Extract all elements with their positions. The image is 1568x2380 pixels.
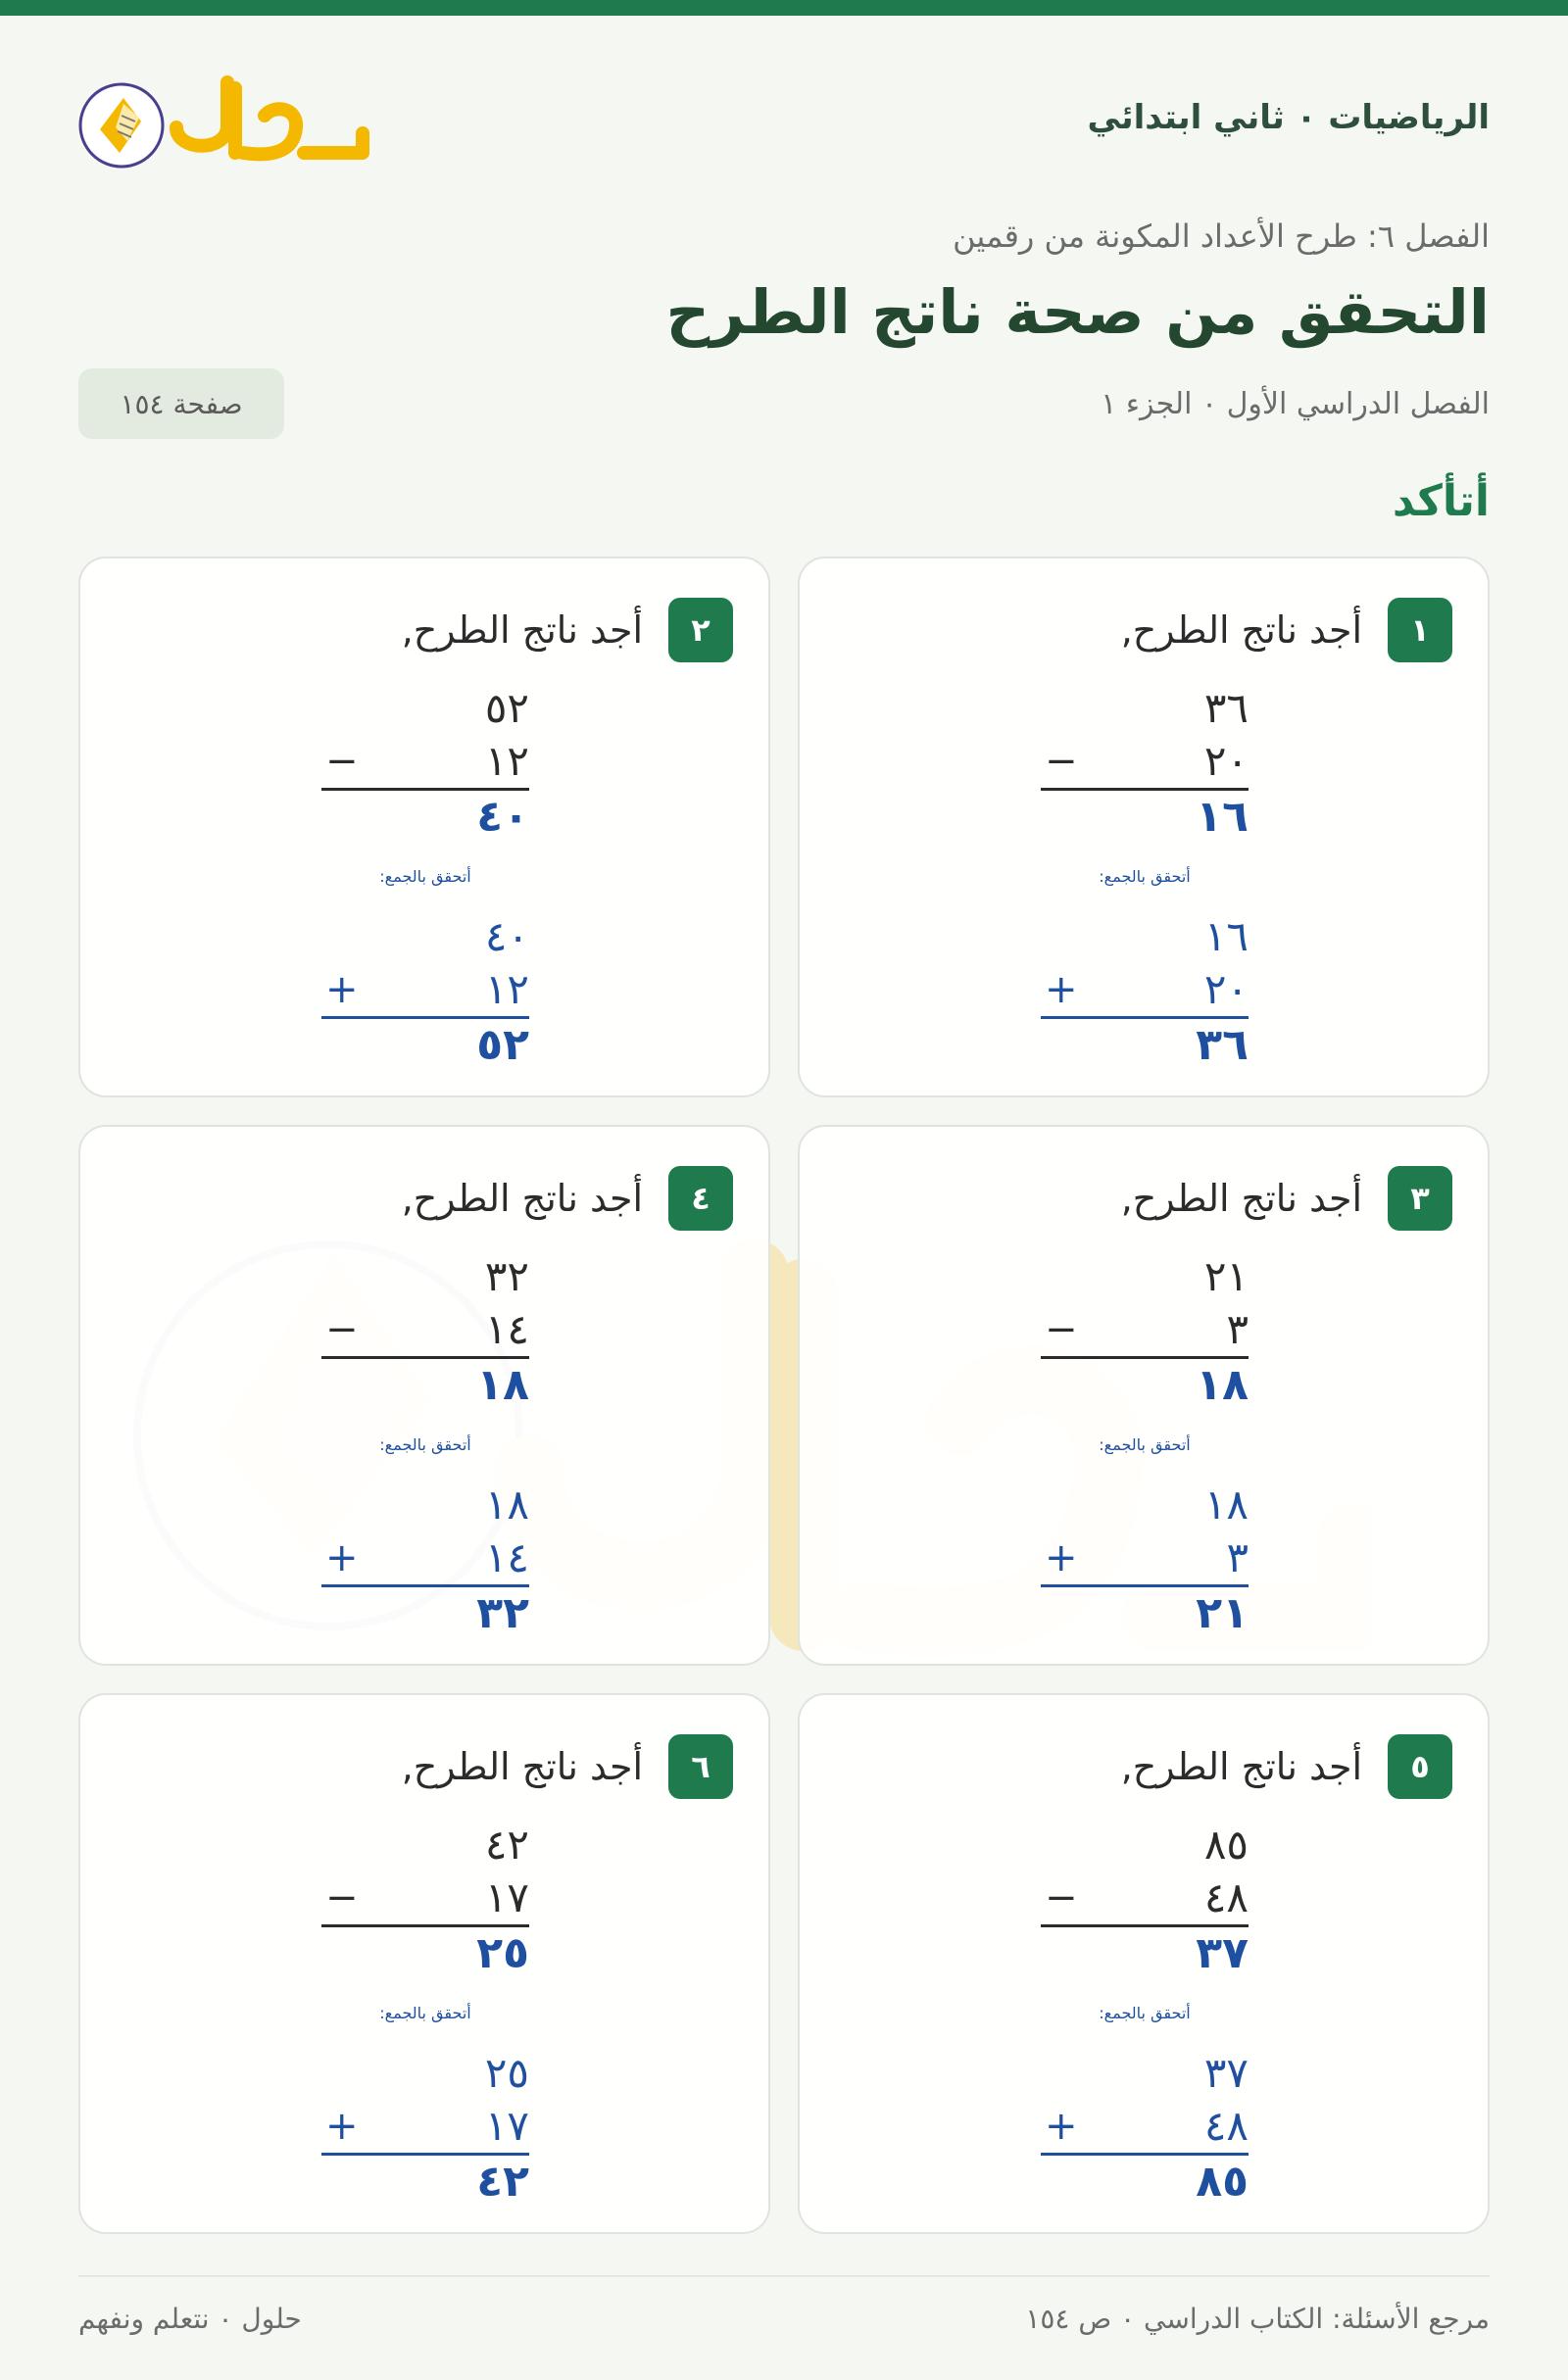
footer-slogan: حلول ٠ نتعلم ونفهم bbox=[78, 2303, 302, 2335]
subtrahend: ٣ bbox=[1226, 1305, 1249, 1353]
vertical-calculation bbox=[1041, 1250, 1249, 1640]
minuend-row bbox=[1041, 682, 1249, 735]
check-addend-a: ١٨ bbox=[1203, 1481, 1249, 1529]
check-sum-answer: ٤٢ bbox=[476, 2157, 529, 2207]
check-by-addition-label: أتحقق بالجمع: bbox=[379, 867, 471, 886]
minus-sign: − bbox=[1045, 739, 1078, 784]
vertical-calculation bbox=[321, 682, 529, 1072]
check-addend-row bbox=[1041, 910, 1249, 963]
page-number-badge: صفحة ١٥٤ bbox=[78, 368, 284, 439]
difference-row bbox=[321, 1927, 529, 1980]
chapter-title: الفصل ٦: طرح الأعداد المكونة من رقمين bbox=[953, 218, 1490, 255]
check-addend-row bbox=[321, 2047, 529, 2100]
check-addend-row bbox=[321, 963, 529, 1016]
check-addend-a: ٣٧ bbox=[1203, 2049, 1249, 2097]
plus-sign: + bbox=[1045, 2104, 1078, 2149]
check-addend-row bbox=[1041, 2047, 1249, 2100]
exercise-header bbox=[1121, 1166, 1452, 1231]
plus-sign: + bbox=[1045, 967, 1078, 1012]
check-addend-row bbox=[321, 1479, 529, 1531]
exercise-number-badge: ٣ bbox=[1388, 1166, 1452, 1231]
plus-sign: + bbox=[325, 1535, 359, 1580]
check-addend-b: ٤٨ bbox=[1203, 2102, 1249, 2150]
exercise-card bbox=[78, 1125, 770, 1666]
minuend: ٨٥ bbox=[1203, 1821, 1249, 1869]
check-addend-b: ١٧ bbox=[484, 2102, 529, 2150]
difference-row bbox=[1041, 791, 1249, 844]
exercise-prompt: أجد ناتج الطرح, bbox=[401, 608, 643, 652]
semester-label: الفصل الدراسي الأول ٠ الجزء ١ bbox=[1101, 387, 1490, 421]
check-sum-answer: ٨٥ bbox=[1196, 2157, 1249, 2207]
exercise-card bbox=[78, 1693, 770, 2234]
check-addend-a: ١٦ bbox=[1203, 912, 1249, 960]
exercise-number-badge: ١ bbox=[1388, 598, 1452, 662]
minus-sign: − bbox=[325, 1875, 359, 1920]
plus-sign: + bbox=[325, 967, 359, 1012]
vertical-calculation bbox=[321, 1819, 529, 2209]
section-title: أتأكد bbox=[1392, 476, 1490, 526]
check-sum-row bbox=[321, 2156, 529, 2209]
subtrahend-row bbox=[321, 735, 529, 788]
minuend-row bbox=[1041, 1250, 1249, 1303]
check-sum-row bbox=[1041, 1587, 1249, 1640]
exercise-number-badge: ٥ bbox=[1388, 1734, 1452, 1799]
footer-reference: مرجع الأسئلة: الكتاب الدراسي ٠ ص ١٥٤ bbox=[1025, 2303, 1490, 2335]
check-by-addition-label: أتحقق بالجمع: bbox=[1099, 2004, 1191, 2022]
check-by-addition-label: أتحقق بالجمع: bbox=[379, 2004, 471, 2022]
hulul-logo-icon bbox=[78, 59, 372, 176]
subtrahend-row bbox=[321, 1871, 529, 1924]
exercise-header bbox=[402, 598, 733, 662]
difference-row bbox=[1041, 1927, 1249, 1980]
plus-sign: + bbox=[1045, 1535, 1078, 1580]
exercise-header bbox=[402, 1166, 733, 1231]
subtrahend-row bbox=[1041, 1303, 1249, 1356]
difference-answer: ١٦ bbox=[1196, 792, 1249, 842]
exercise-header bbox=[1121, 1734, 1452, 1799]
exercise-header bbox=[1121, 598, 1452, 662]
page-header bbox=[78, 59, 1490, 176]
minuend: ٤٢ bbox=[484, 1821, 529, 1869]
exercise-card bbox=[798, 1125, 1490, 1666]
check-addend-a: ١٨ bbox=[484, 1481, 529, 1529]
check-addend-a: ٤٠ bbox=[484, 912, 529, 960]
vertical-calculation bbox=[1041, 682, 1249, 1072]
difference-answer: ١٨ bbox=[1196, 1360, 1249, 1410]
top-accent-bar bbox=[0, 0, 1568, 16]
exercise-card bbox=[78, 557, 770, 1097]
check-by-addition-label: أتحقق بالجمع: bbox=[1099, 867, 1191, 886]
check-sum-answer: ٣٦ bbox=[1196, 1020, 1249, 1070]
difference-answer: ١٨ bbox=[476, 1360, 529, 1410]
exercise-prompt: أجد ناتج الطرح, bbox=[401, 1745, 643, 1788]
footer-divider bbox=[78, 2275, 1490, 2277]
check-addend-row bbox=[1041, 963, 1249, 1016]
difference-answer: ٢٥ bbox=[476, 1928, 529, 1978]
subtrahend: ١٢ bbox=[484, 737, 529, 785]
minuend: ٣٢ bbox=[484, 1252, 529, 1300]
exercise-header bbox=[402, 1734, 733, 1799]
check-addend-row bbox=[1041, 2100, 1249, 2153]
minuend: ٥٢ bbox=[484, 684, 529, 732]
vertical-calculation bbox=[1041, 1819, 1249, 2209]
vertical-calculation bbox=[321, 1250, 529, 1640]
exercise-prompt: أجد ناتج الطرح, bbox=[401, 1177, 643, 1220]
difference-answer: ٤٠ bbox=[476, 792, 529, 842]
check-sum-answer: ٣٢ bbox=[476, 1588, 529, 1638]
check-sum-row bbox=[321, 1587, 529, 1640]
check-addend-row bbox=[321, 2100, 529, 2153]
exercise-number-badge: ٤ bbox=[668, 1166, 733, 1231]
check-addend-b: ٢٠ bbox=[1203, 965, 1249, 1013]
difference-row bbox=[321, 1359, 529, 1412]
subtrahend: ٤٨ bbox=[1203, 1873, 1249, 1921]
check-addend-row bbox=[321, 1531, 529, 1584]
check-sum-answer: ٢١ bbox=[1196, 1588, 1249, 1638]
subtrahend: ١٧ bbox=[484, 1873, 529, 1921]
check-addend-b: ١٢ bbox=[484, 965, 529, 1013]
check-addend-b: ١٤ bbox=[484, 1533, 529, 1581]
subtrahend-row bbox=[1041, 1871, 1249, 1924]
minuend-row bbox=[321, 1250, 529, 1303]
minuend: ٣٦ bbox=[1203, 684, 1249, 732]
exercise-number-badge: ٦ bbox=[668, 1734, 733, 1799]
check-addend-a: ٢٥ bbox=[484, 2049, 529, 2097]
check-addend-b: ٣ bbox=[1226, 1533, 1249, 1581]
subtrahend: ١٤ bbox=[484, 1305, 529, 1353]
check-sum-answer: ٥٢ bbox=[476, 1020, 529, 1070]
check-addend-row bbox=[1041, 1479, 1249, 1531]
exercise-number-badge: ٢ bbox=[668, 598, 733, 662]
plus-sign: + bbox=[325, 2104, 359, 2149]
minuend-row bbox=[1041, 1819, 1249, 1871]
check-addend-row bbox=[321, 910, 529, 963]
minuend-row bbox=[321, 682, 529, 735]
subtrahend: ٢٠ bbox=[1203, 737, 1249, 785]
page-title: التحقق من صحة ناتج الطرح bbox=[665, 276, 1490, 348]
exercise-prompt: أجد ناتج الطرح, bbox=[1120, 1745, 1362, 1788]
check-addend-row bbox=[1041, 1531, 1249, 1584]
check-sum-row bbox=[1041, 2156, 1249, 2209]
minuend: ٢١ bbox=[1203, 1252, 1249, 1300]
exercise-prompt: أجد ناتج الطرح, bbox=[1120, 608, 1362, 652]
difference-row bbox=[1041, 1359, 1249, 1412]
check-sum-row bbox=[1041, 1019, 1249, 1072]
exercise-card bbox=[798, 1693, 1490, 2234]
exercise-card bbox=[798, 557, 1490, 1097]
check-by-addition-label: أتحقق بالجمع: bbox=[379, 1435, 471, 1454]
difference-answer: ٣٧ bbox=[1196, 1928, 1249, 1978]
minus-sign: − bbox=[325, 739, 359, 784]
exercise-prompt: أجد ناتج الطرح, bbox=[1120, 1177, 1362, 1220]
subtrahend-row bbox=[321, 1303, 529, 1356]
subtrahend-row bbox=[1041, 735, 1249, 788]
difference-row bbox=[321, 791, 529, 844]
minus-sign: − bbox=[1045, 1307, 1078, 1352]
minus-sign: − bbox=[1045, 1875, 1078, 1920]
subject-grade: الرياضيات ٠ ثاني ابتدائي bbox=[1087, 98, 1490, 137]
minus-sign: − bbox=[325, 1307, 359, 1352]
check-by-addition-label: أتحقق بالجمع: bbox=[1099, 1435, 1191, 1454]
minuend-row bbox=[321, 1819, 529, 1871]
check-sum-row bbox=[321, 1019, 529, 1072]
